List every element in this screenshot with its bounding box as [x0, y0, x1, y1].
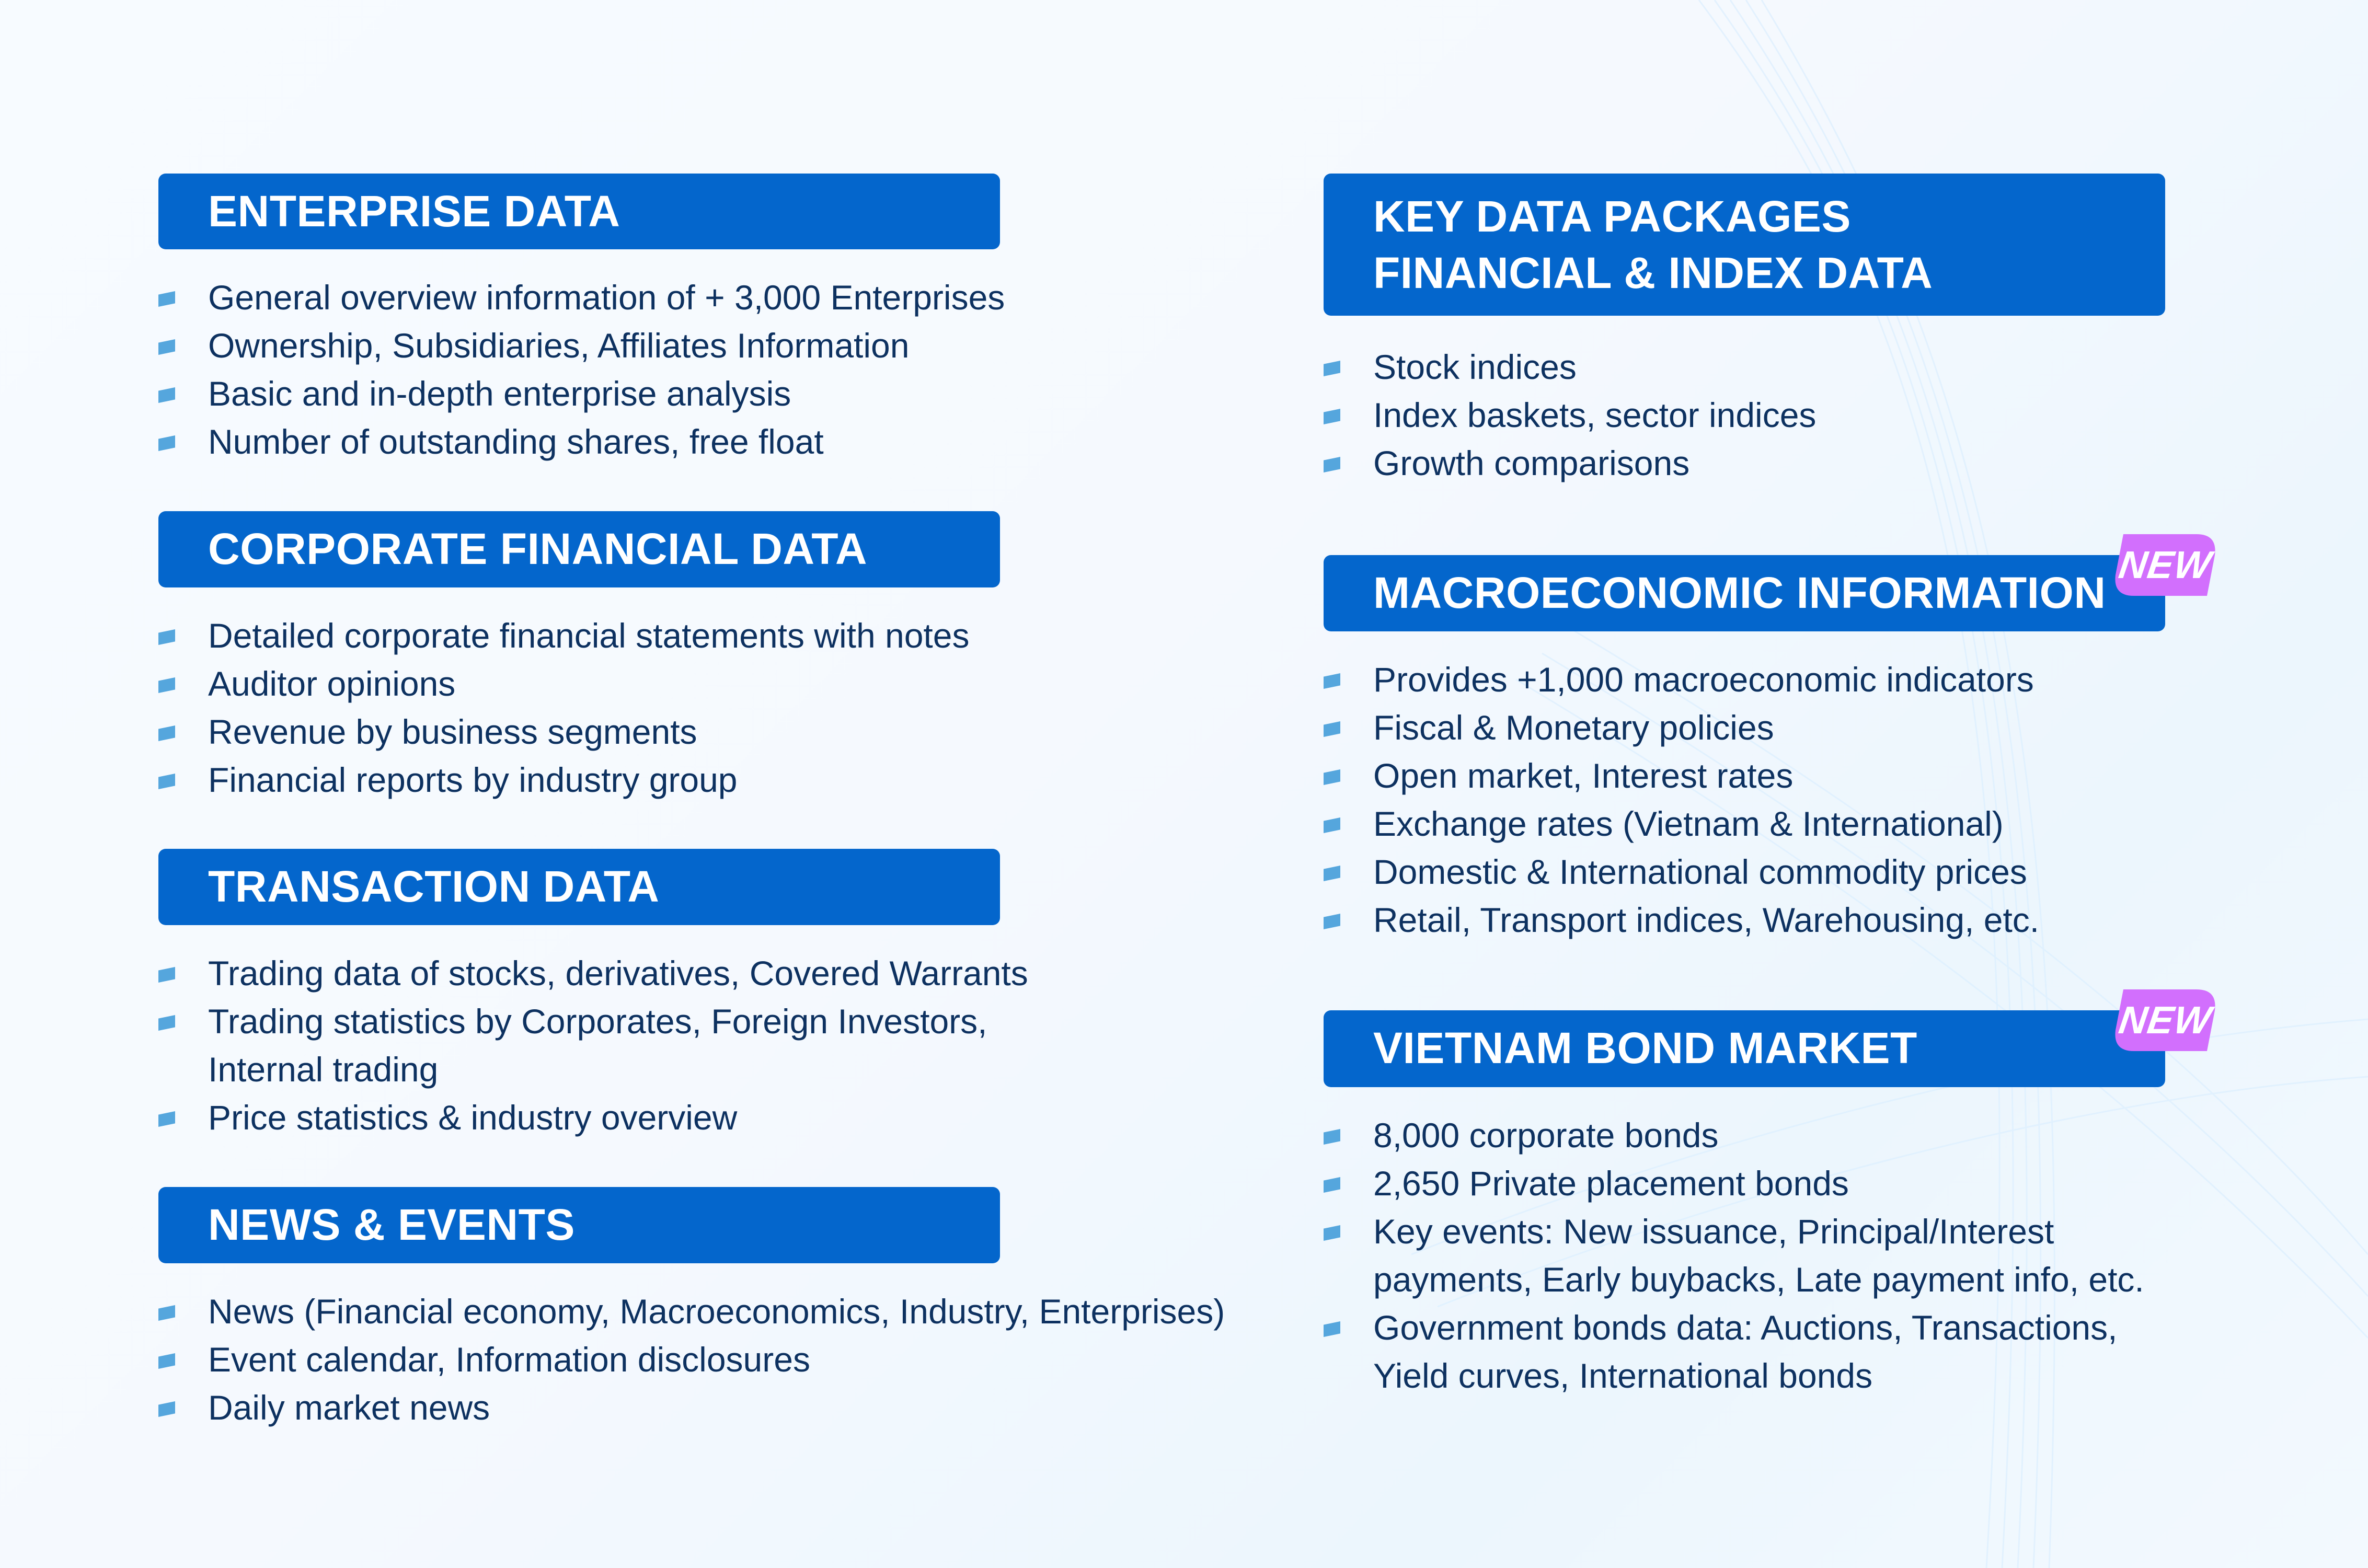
bullet-icon [158, 677, 175, 693]
item-list [158, 273, 1005, 466]
bullet-icon [1324, 721, 1340, 737]
section-title-line-2: FINANCIAL & INDEX DATA [1373, 248, 1933, 297]
list-item: Fiscal & Monetary policies [1324, 704, 2165, 752]
section-title: NEWS & EVENTS [208, 1200, 575, 1249]
list-item: 2,650 Private placement bonds [1324, 1159, 2165, 1207]
section-header [158, 849, 1000, 925]
list-item: Detailed corporate financial statements with notes [158, 612, 1000, 660]
bullet-icon [1324, 1177, 1340, 1193]
badge-label: NEW [2116, 998, 2214, 1042]
section-title: TRANSACTION DATA [208, 862, 660, 911]
list-item: General overview information of + 3,000 Enterprises [158, 273, 1000, 321]
bullet-icon [158, 1353, 175, 1369]
bullet-icon [1324, 673, 1340, 689]
section-header [158, 174, 1000, 249]
section-header [158, 511, 1000, 587]
bullet-icon [158, 387, 175, 403]
badge-label: NEW [2116, 543, 2214, 586]
section-key-data-packages [1324, 174, 2165, 487]
item-list [158, 949, 1028, 1142]
bullet-icon [158, 725, 175, 741]
item-list [158, 1287, 1225, 1432]
list-item: Financial reports by industry group [158, 756, 1000, 804]
bullet-icon [158, 339, 175, 355]
section-title-line-1: KEY DATA PACKAGES [1373, 192, 1851, 241]
list-item: Index baskets, sector indices [1324, 391, 2165, 439]
list-item: Provides +1,000 macroeconomic indicators [1324, 655, 2165, 704]
bullet-icon [158, 1401, 175, 1417]
list-item: Stock indices [1324, 343, 2165, 391]
bullet-icon [1324, 409, 1340, 424]
section-title: CORPORATE FINANCIAL DATA [208, 524, 868, 573]
section-header [1324, 998, 2214, 1087]
section-header [1324, 174, 2165, 316]
bullet-icon [158, 291, 175, 307]
list-item: Number of outstanding shares, free float [158, 418, 1000, 466]
list-item: Auditor opinions [158, 660, 1000, 708]
list-item: Basic and in-depth enterprise analysis [158, 370, 1000, 418]
bullet-icon [1324, 1225, 1340, 1241]
list-item: Exchange rates (Vietnam & International) [1324, 800, 2165, 848]
item-list [1324, 655, 2165, 944]
list-item: Government bonds data: Auctions, Transactions, Yield curves, International bonds [1324, 1304, 2165, 1400]
list-item: Open market, Interest rates [1324, 752, 2165, 800]
list-item: Event calendar, Information disclosures [158, 1335, 1000, 1383]
bullet-icon [158, 1111, 175, 1127]
list-item: Retail, Transport indices, Warehousing, etc. [1324, 896, 2165, 944]
bullet-icon [158, 1015, 175, 1031]
bullet-icon [158, 629, 175, 645]
list-item: Growth comparisons [1324, 439, 2165, 487]
new-badge [2113, 534, 2217, 596]
bullet-icon [1324, 457, 1340, 472]
list-item: Price statistics & industry overview [158, 1093, 1000, 1142]
bullet-icon [158, 435, 175, 451]
bullet-icon [1324, 769, 1340, 785]
bullet-icon [1324, 361, 1340, 376]
list-item: Domestic & International commodity prices [1324, 848, 2165, 896]
list-item: Daily market news [158, 1383, 1000, 1432]
bullet-icon [1324, 1129, 1340, 1145]
list-item: Trading statistics by Corporates, Foreign Investors, Internal trading [158, 997, 1000, 1093]
item-list [1324, 1111, 2165, 1400]
bullet-icon [158, 774, 175, 789]
section-title: MACROECONOMIC INFORMATION [1373, 568, 2106, 617]
bullet-icon [1324, 914, 1340, 929]
section-corporate-financial-data [158, 511, 1000, 804]
bullet-icon [1324, 817, 1340, 833]
new-badge [2113, 989, 2217, 1051]
section-macroeconomic-information [1324, 543, 2214, 944]
bullet-icon [1324, 1321, 1340, 1337]
section-title: ENTERPRISE DATA [208, 187, 620, 236]
list-item: Revenue by business segments [158, 708, 1000, 756]
section-enterprise-data [158, 174, 1005, 466]
section-news-events [158, 1187, 1225, 1432]
list-item: Trading data of stocks, derivatives, Covered Warrants [158, 949, 1000, 997]
section-title: VIETNAM BOND MARKET [1373, 1023, 1917, 1073]
section-vietnam-bond-market [1324, 998, 2214, 1400]
bullet-icon [158, 967, 175, 983]
bullet-icon [1324, 866, 1340, 881]
list-item: Ownership, Subsidiaries, Affiliates Information [158, 321, 1000, 370]
item-list [1324, 343, 2165, 487]
section-header [158, 1187, 1000, 1263]
item-list [158, 612, 1000, 804]
section-transaction-data [158, 849, 1028, 1142]
list-item: 8,000 corporate bonds [1324, 1111, 2165, 1159]
section-header [1324, 543, 2214, 631]
bullet-icon [158, 1305, 175, 1321]
list-item: Key events: New issuance, Principal/Interest payments, Early buybacks, Late payment info, etc. [1324, 1207, 2165, 1304]
list-item: News (Financial economy, Macroeconomics, Industry, Enterprises) [158, 1287, 1000, 1335]
